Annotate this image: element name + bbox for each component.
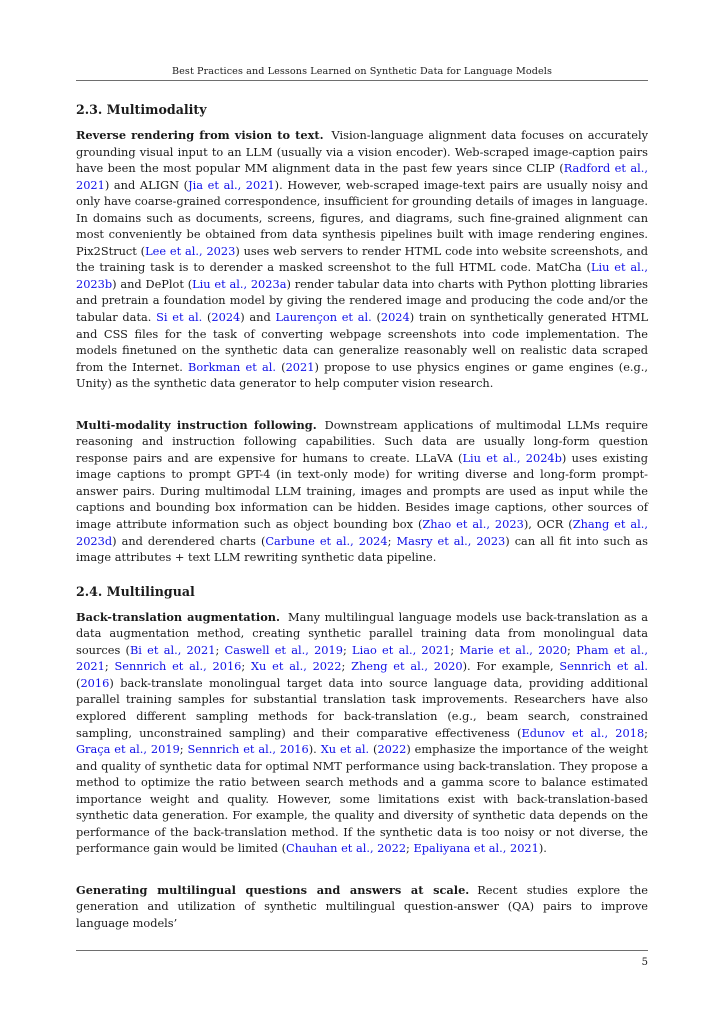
body-text: ). bbox=[308, 742, 321, 757]
paragraph-back-translation bbox=[76, 609, 648, 857]
citation-link[interactable]: Liu et al., 2023b bbox=[76, 260, 648, 291]
body-text: Recent studies explore the generation and utilization of synthetic multilingual question-answer (QA) pairs to improve language models’ bbox=[76, 882, 648, 930]
citation-link[interactable]: Carbune et al., 2024 bbox=[265, 533, 388, 548]
citation-link[interactable]: 2021 bbox=[285, 359, 315, 374]
citation-link[interactable]: Jia et al., 2021 bbox=[188, 177, 275, 192]
citation-link[interactable]: Graça et al., 2019 bbox=[76, 742, 180, 757]
body-text: ) and derendered charts ( bbox=[112, 533, 266, 548]
citation-link[interactable]: Borkman et al. bbox=[188, 359, 276, 374]
footer-rule bbox=[76, 950, 648, 951]
body-text: ) uses existing image captions to prompt GPT-4 (in text-only mode) for writing diverse and long-form prompt-answer pairs. During multimodal LLM training, images and prompts are used as input while the captions and bounding box information can be hidden. Besides image captions, other sources of image attribute information such as object bounding box ( bbox=[76, 450, 648, 532]
paragraph-runin-title: Multi-modality instruction following. bbox=[76, 417, 317, 432]
body-text: ; bbox=[241, 659, 251, 674]
body-text: ; bbox=[567, 642, 577, 657]
citation-link[interactable]: Sennrich et al. bbox=[559, 659, 648, 674]
body-text: ), OCR ( bbox=[523, 517, 573, 532]
body-text: ) and ALIGN ( bbox=[104, 177, 189, 192]
body-text: ) render tabular data into charts with Python plotting libraries and pretrain a foundation model by giving the rendered image and producing the code and/or the tabular data. bbox=[76, 276, 648, 325]
body-text: ) and bbox=[240, 310, 276, 325]
citation-link[interactable]: Sennrich et al., 2016 bbox=[187, 742, 309, 757]
citation-link[interactable]: Epaliyana et al., 2021 bbox=[413, 841, 539, 856]
paragraph-body bbox=[76, 610, 648, 856]
citation-link[interactable]: 2022 bbox=[377, 742, 407, 757]
body-text: ; bbox=[644, 725, 648, 740]
citation-link[interactable]: Caswell et al., 2019 bbox=[224, 642, 343, 657]
section-gap bbox=[76, 566, 648, 583]
paragraph-gap bbox=[76, 392, 648, 417]
citation-link[interactable]: 2024 bbox=[211, 310, 241, 325]
body-text: ; bbox=[450, 642, 460, 657]
paragraph-instruction-following bbox=[76, 417, 648, 566]
citation-link[interactable]: Si et al. bbox=[156, 310, 203, 325]
body-text: ) train on synthetically generated HTML and CSS files for the task of converting webpage screenshots into code implementation. The models finetuned on the synthetic data can generalize reasonably well on realistic data scraped from the Internet. bbox=[76, 310, 648, 374]
body-text: ; bbox=[406, 841, 414, 856]
body-text: ) propose to use physics engines or game engines (e.g., Unity) as the synthetic data generator to help computer vision research. bbox=[76, 359, 648, 391]
citation-link[interactable]: Xu et al., 2022 bbox=[250, 659, 342, 674]
paragraph-runin-title: Reverse rendering from vision to text. bbox=[76, 128, 324, 142]
section-heading-multilingual: 2.4. Multilingual bbox=[76, 583, 195, 599]
header-rule bbox=[76, 80, 648, 81]
body-text: ; bbox=[387, 533, 397, 548]
paragraph-gap bbox=[76, 857, 648, 882]
paragraph-multilingual-qa bbox=[76, 882, 648, 932]
citation-link[interactable]: Liu et al., 2023a bbox=[192, 276, 287, 291]
body-text: ). For example, bbox=[462, 659, 560, 674]
paragraph-body bbox=[76, 418, 648, 564]
body-text: ). bbox=[538, 841, 547, 856]
body-text: ) uses web servers to render HTML code into website screenshots, and the training task is to derender a masked screenshot to the full HTML code. MatCha ( bbox=[76, 243, 648, 275]
citation-link[interactable]: Laurençon et al. bbox=[275, 310, 372, 325]
citation-link[interactable]: Marie et al., 2020 bbox=[459, 642, 568, 657]
body-text: ; bbox=[104, 659, 115, 674]
body-text: ) back-translate monolingual target data into source language data, providing additional parallel training samples for substantial translation task improvements. Researchers have also explored different sampling methods for back-translation (e.g., beam search, constrained sampling, unconstrained sampling) and their comparative effectiveness ( bbox=[76, 675, 648, 740]
body-text: Vision-language alignment data focuses on accurately grounding visual input to an LLM (usually via a vision encoder). Web-scraped image-caption pairs have been the most popular MM alignment data in the past few years since CLIP ( bbox=[76, 128, 648, 176]
body-text: ). However, web-scraped image-text pairs are usually noisy and only have coarse-grained correspondence, insufficient for grounding details of images in language. In domains such as documents, screens, figures, and diagrams, such fine-grained alignment can most conveniently be obtained from data synthesis pipelines built with image rendering engines. Pix2Struct ( bbox=[76, 177, 648, 258]
citation-link[interactable]: Liao et al., 2021 bbox=[352, 642, 451, 657]
citation-link[interactable]: Zhang et al., 2023d bbox=[76, 517, 648, 548]
citation-link[interactable]: Masry et al., 2023 bbox=[396, 533, 506, 548]
body-text: Many multilingual language models use back-translation as a data augmentation method, creating synthetic parallel training data from monolingual data sources ( bbox=[76, 609, 649, 657]
page-number: 5 bbox=[641, 957, 648, 968]
body-text: ) emphasize the importance of the weight and quality of synthetic data for optimal NMT performance using back-translation. They propose a method to optimize the ratio between search methods and a gamma score to balance estimated importance weight and quality. However, some limitations exist with back-translation-based synthetic data generation. For example, the quality and diversity of synthetic data depends on the performance of the back-translation method. If the synthetic data is too noisy or not diverse, the performance gain would be limited ( bbox=[76, 742, 648, 856]
body-text: ( bbox=[202, 310, 212, 325]
citation-link[interactable]: Bi et al., 2021 bbox=[129, 642, 216, 657]
body-text: ; bbox=[342, 642, 353, 657]
citation-link[interactable]: Radford et al., 2021 bbox=[76, 161, 648, 192]
body-text: ) can all fit into such as image attributes + text LLM rewriting synthetic data pipeline. bbox=[76, 533, 649, 565]
body-text: ( bbox=[76, 675, 81, 690]
section-heading-multimodality: 2.3. Multimodality bbox=[76, 102, 207, 117]
citation-link[interactable]: Xu et al. bbox=[320, 742, 370, 757]
body-text: ; bbox=[215, 642, 225, 657]
page-body bbox=[76, 101, 648, 932]
citation-link[interactable]: Pham et al., 2021 bbox=[76, 642, 648, 674]
citation-link[interactable]: 2016 bbox=[80, 675, 110, 690]
citation-link[interactable]: 2024 bbox=[380, 310, 410, 325]
paragraph-body bbox=[76, 128, 648, 390]
body-text: ( bbox=[275, 359, 286, 374]
body-text: Downstream applications of multimodal LLMs require reasoning and instruction following capabilities. Such data are usually long-form question response pairs and are expensive for humans to create. LLaVA ( bbox=[76, 417, 648, 465]
citation-link[interactable]: Lee et al., 2023 bbox=[145, 243, 236, 258]
paragraph-runin-title: Generating multilingual questions and answers at scale. bbox=[76, 882, 470, 897]
citation-link[interactable]: Chauhan et al., 2022 bbox=[286, 841, 407, 856]
citation-link[interactable]: Liu et al., 2024b bbox=[462, 450, 562, 465]
citation-link[interactable]: Zheng et al., 2020 bbox=[351, 659, 463, 674]
running-header: Best Practices and Lessons Learned on Synthetic Data for Language Models bbox=[172, 66, 552, 77]
paragraph-reverse-rendering bbox=[76, 127, 648, 392]
body-text: ( bbox=[371, 310, 381, 325]
citation-link[interactable]: Edunov et al., 2018 bbox=[521, 725, 645, 740]
citation-link[interactable]: Sennrich et al., 2016 bbox=[114, 659, 242, 674]
body-text: ; bbox=[179, 742, 188, 757]
body-text: ; bbox=[341, 659, 352, 674]
body-text: ( bbox=[369, 742, 378, 757]
paragraph-runin-title: Back-translation augmentation. bbox=[76, 609, 280, 624]
body-text: ) and DePlot ( bbox=[112, 276, 193, 291]
citation-link[interactable]: Zhao et al., 2023 bbox=[422, 517, 524, 532]
